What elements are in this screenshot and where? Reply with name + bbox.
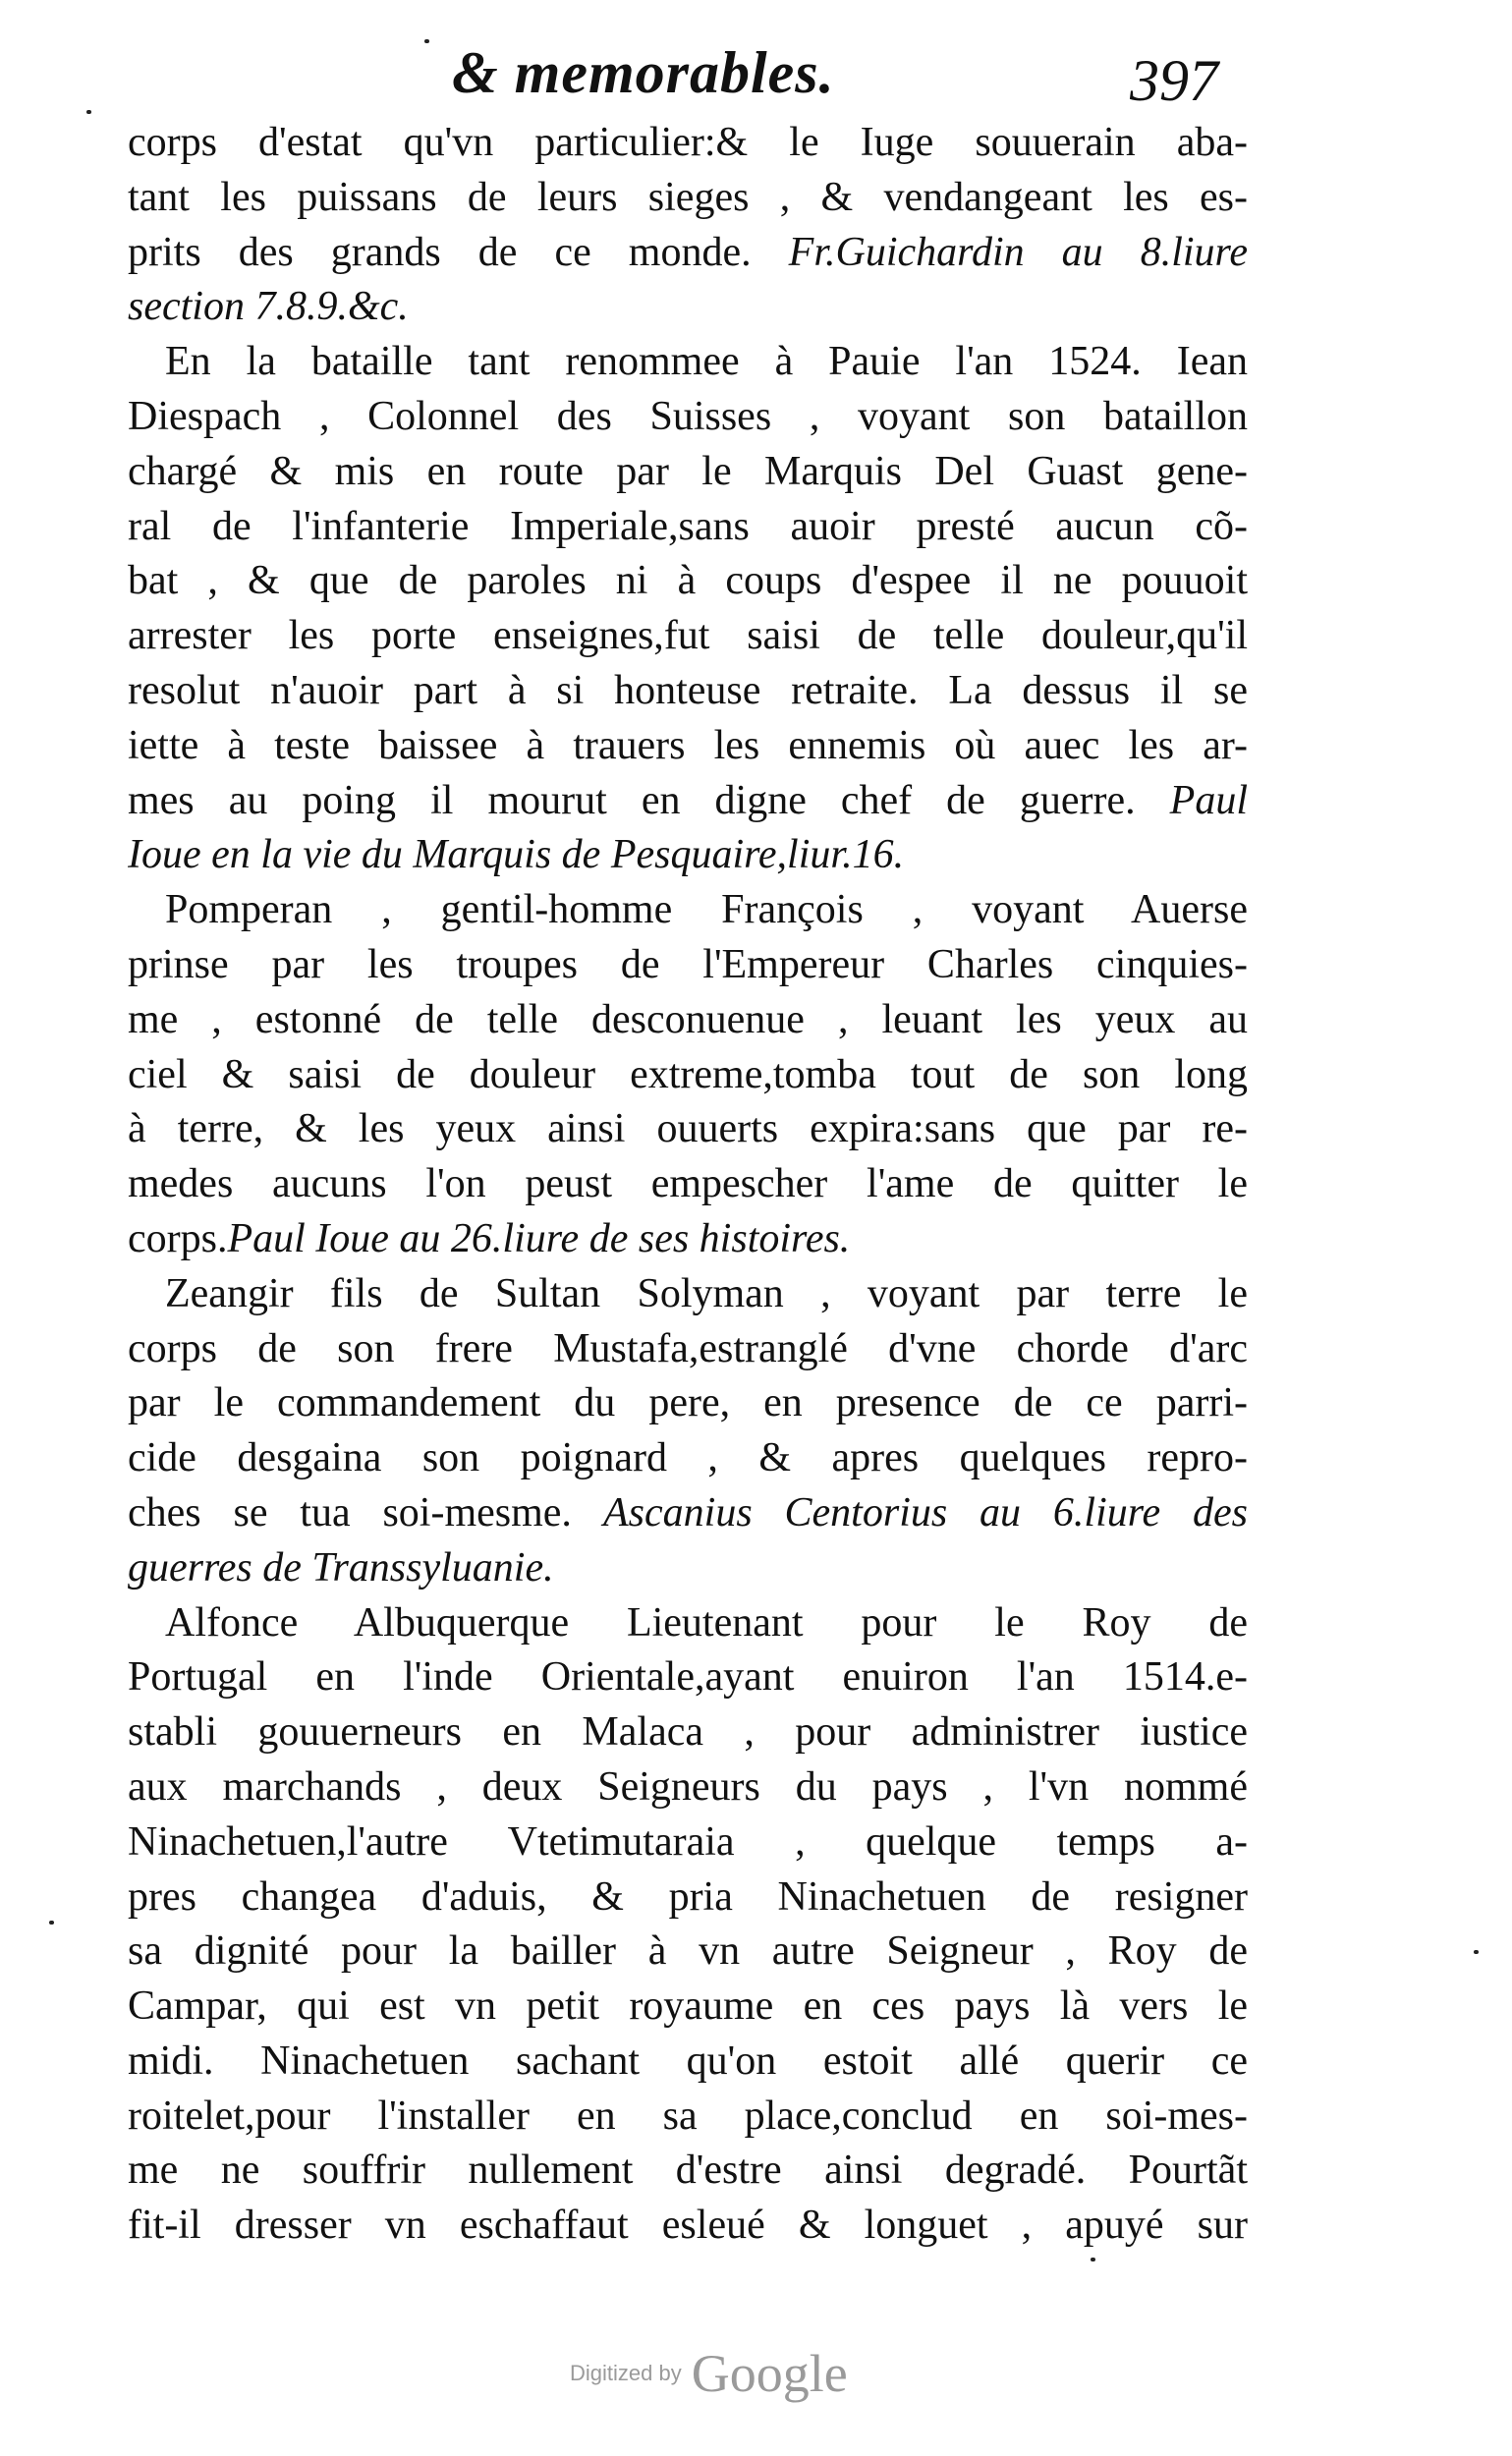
text-line bbox=[128, 116, 1248, 171]
scan-speck bbox=[49, 1921, 54, 1925]
body-text bbox=[128, 116, 1248, 2254]
line-text: pres changea d'aduis, & pria Ninachetuen de resigner bbox=[128, 1873, 1248, 1920]
text-line bbox=[128, 1212, 1248, 1267]
citation: Fr.Guichardin au 8.liure bbox=[751, 229, 1248, 275]
line-text: me , estonné de telle desconuenue , leuant les yeux au bbox=[128, 996, 1248, 1042]
scan-speck bbox=[1474, 1950, 1479, 1954]
line-text: ciel & saisi de douleur extreme,tomba tout de son long bbox=[128, 1051, 1248, 1097]
text-line bbox=[128, 664, 1248, 719]
line-text: fit-il dresser vn eschaffaut esleué & longuet , apuyé sur bbox=[128, 2203, 1248, 2249]
text-line bbox=[128, 1541, 1248, 1596]
text-line bbox=[128, 1431, 1248, 1486]
google-logo: Google bbox=[691, 2344, 848, 2403]
line-text: midi. Ninachetuen sachant qu'on estoit allé querir ce bbox=[128, 2037, 1248, 2084]
citation: Paul Ioue au 26.liure de ses histoires. bbox=[227, 1215, 851, 1261]
line-text: prinse par les troupes de l'Empereur Charles cinquies- bbox=[128, 941, 1248, 987]
text-line bbox=[128, 226, 1248, 281]
citation: guerres de Transsyluanie. bbox=[128, 1544, 554, 1591]
line-text: aux marchands , deux Seigneurs du pays , l'vn nommé bbox=[128, 1763, 1248, 1810]
line-text: Pomperan , gentil-homme François , voyant Auerse bbox=[165, 887, 1248, 933]
text-line bbox=[128, 2035, 1248, 2090]
citation: Paul bbox=[1135, 777, 1248, 823]
text-line bbox=[128, 171, 1248, 226]
page-number: 397 bbox=[1130, 48, 1218, 113]
citation: Ascanius Centorius au 6.liure des bbox=[571, 1489, 1248, 1535]
digitized-label: Digitized by bbox=[570, 2361, 682, 2385]
text-line bbox=[128, 1705, 1248, 1760]
running-head: & memorables. bbox=[452, 40, 835, 105]
text-line bbox=[128, 1925, 1248, 1980]
text-line bbox=[128, 1870, 1248, 1926]
line-text: ral de l'infanterie Imperiale,sans auoir presté aucun cõ- bbox=[128, 503, 1248, 549]
line-text: corps. bbox=[128, 1215, 228, 1261]
text-line bbox=[128, 2144, 1248, 2199]
text-line bbox=[128, 554, 1248, 609]
text-line bbox=[128, 1376, 1248, 1431]
text-line bbox=[128, 390, 1248, 445]
line-text: par le commandement du pere, en presence de ce parri- bbox=[128, 1380, 1248, 1426]
text-line bbox=[128, 774, 1248, 829]
line-text: roitelet,pour l'installer en sa place,conclud en soi-mes- bbox=[128, 2093, 1248, 2139]
text-line bbox=[128, 445, 1248, 500]
text-line bbox=[128, 609, 1248, 664]
line-text: tant les puissans de leurs sieges , & vendangeant les es- bbox=[128, 174, 1248, 220]
text-line bbox=[128, 1815, 1248, 1870]
line-text: corps de son frere Mustafa,estranglé d'vne chorde d'arc bbox=[128, 1325, 1248, 1371]
text-line bbox=[128, 1596, 1248, 1651]
line-text: Zeangir fils de Sultan Solyman , voyant par terre le bbox=[165, 1270, 1248, 1316]
text-line bbox=[128, 1322, 1248, 1377]
line-text: ches se tua soi-mesme. bbox=[128, 1489, 572, 1535]
line-text: sa dignité pour la bailler à vn autre Seigneur , Roy de bbox=[128, 1928, 1248, 1975]
line-text: à terre, & les yeux ainsi ouuerts expira:sans que par re- bbox=[128, 1106, 1248, 1152]
line-text: corps d'estat qu'vn particulier:& le Iuge souuerain aba- bbox=[128, 120, 1248, 165]
line-text: arrester les porte enseignes,fut saisi de telle douleur,qu'il bbox=[128, 613, 1248, 659]
line-text: En la bataille tant renommee à Pauie l'an 1524. Iean bbox=[165, 339, 1248, 385]
text-line bbox=[128, 500, 1248, 555]
line-text: medes aucuns l'on peust empescher l'ame de quitter le bbox=[128, 1161, 1248, 1207]
text-line bbox=[128, 1048, 1248, 1103]
text-line bbox=[128, 335, 1248, 390]
text-line bbox=[128, 993, 1248, 1048]
text-line bbox=[128, 1760, 1248, 1815]
line-text: Diespach , Colonnel des Suisses , voyant son bataillon bbox=[128, 393, 1248, 439]
text-line bbox=[128, 280, 1248, 335]
line-text: Alfonce Albuquerque Lieutenant pour le Roy de bbox=[165, 1599, 1248, 1646]
text-line bbox=[128, 719, 1248, 774]
text-line bbox=[128, 1486, 1248, 1541]
text-line bbox=[128, 1102, 1248, 1157]
line-text: chargé & mis en route par le Marquis Del Guast gene- bbox=[128, 448, 1248, 494]
line-text: iette à teste baissee à trauers les ennemis où auec les ar- bbox=[128, 722, 1248, 768]
text-line bbox=[128, 1157, 1248, 1212]
scan-speck bbox=[1091, 2258, 1095, 2261]
scan-speck bbox=[86, 110, 91, 114]
line-text: resolut n'auoir part à si honteuse retraite. La dessus il se bbox=[128, 667, 1248, 713]
scan-speck bbox=[424, 39, 429, 43]
line-text: mes au poing il mourut en digne chef de guerre. bbox=[128, 777, 1136, 823]
text-line bbox=[128, 1980, 1248, 2035]
text-line bbox=[128, 938, 1248, 993]
text-line bbox=[128, 883, 1248, 938]
digitized-footer bbox=[570, 2343, 848, 2404]
citation: Ioue en la vie du Marquis de Pesquaire,liur.16. bbox=[128, 832, 905, 878]
text-line bbox=[128, 1267, 1248, 1322]
line-text: Ninachetuen,l'autre Vtetimutaraia , quelque temps a- bbox=[128, 1818, 1248, 1865]
citation: section 7.8.9.&c. bbox=[128, 284, 409, 330]
text-line bbox=[128, 1650, 1248, 1705]
line-text: stabli gouuerneurs en Malaca , pour administrer iustice bbox=[128, 1709, 1248, 1756]
line-text: cide desgaina son poignard , & apres quelques repro- bbox=[128, 1435, 1248, 1481]
text-line bbox=[128, 2090, 1248, 2145]
text-line bbox=[128, 828, 1248, 883]
line-text: me ne souffrir nullement d'estre ainsi degradé. Pourtãt bbox=[128, 2148, 1248, 2194]
line-text: Campar, qui est vn petit royaume en ces pays là vers le bbox=[128, 1983, 1248, 2030]
line-text: prits des grands de ce monde. bbox=[128, 229, 752, 275]
line-text: Portugal en l'inde Orientale,ayant enuiron l'an 1514.e- bbox=[128, 1654, 1248, 1701]
text-line bbox=[128, 2199, 1248, 2254]
line-text: bat , & que de paroles ni à coups d'espee il ne pouuoit bbox=[128, 558, 1248, 604]
